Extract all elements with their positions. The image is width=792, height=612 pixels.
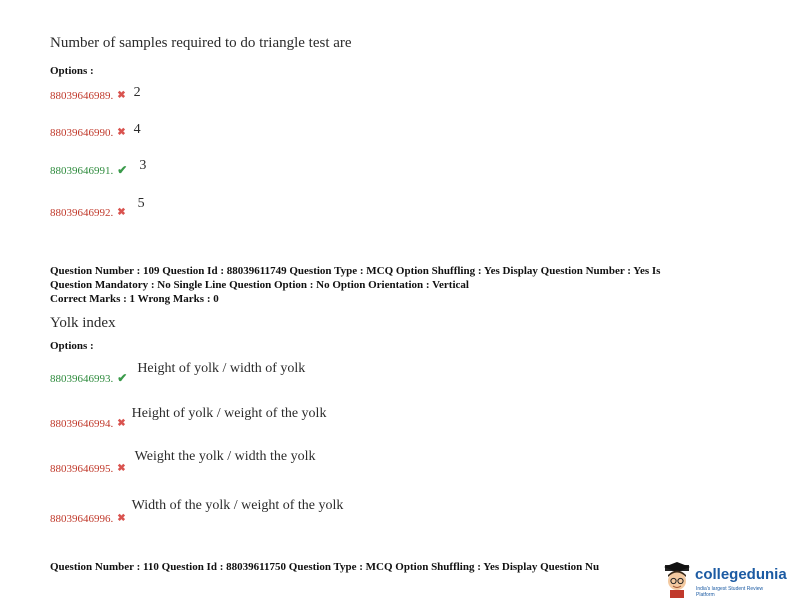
- option-row: [50, 359, 306, 385]
- mascot-icon: [662, 562, 692, 598]
- option-answer: Height of yolk / weight of the yolk: [131, 406, 327, 421]
- question-meta-line: Question Number : 109 Question Id : 88039611749 Question Type : MCQ Option Shuffling : Yes Display Question Number : Yes Is: [50, 265, 661, 277]
- option-id: 88039646993.: [50, 373, 114, 385]
- cross-icon: ✖: [117, 206, 126, 218]
- option-answer: 5: [137, 196, 145, 211]
- option-id: 88039646992.: [50, 207, 114, 219]
- question-meta-line: Question Number : 110 Question Id : 88039611750 Question Type : MCQ Option Shuffling : Yes Display Question Nu: [50, 561, 600, 573]
- option-row: [50, 123, 141, 141]
- option-id: 88039646994.: [50, 418, 114, 430]
- option-answer: Weight the yolk / width the yolk: [134, 449, 316, 464]
- option-row: [50, 447, 316, 475]
- option-id: 88039646995.: [50, 463, 114, 475]
- check-icon: ✔: [117, 370, 128, 385]
- option-row: [50, 404, 327, 430]
- option-id: 88039646996.: [50, 513, 114, 525]
- option-id: 88039646991.: [50, 165, 114, 177]
- check-icon: ✔: [117, 162, 128, 177]
- cross-icon: ✖: [117, 126, 126, 138]
- option-answer: 3: [139, 158, 147, 173]
- option-answer: 4: [133, 122, 141, 137]
- option-answer: 2: [133, 85, 141, 100]
- cross-icon: ✖: [117, 462, 126, 474]
- option-id: 88039646990.: [50, 127, 114, 139]
- question-text: Number of samples required to do triangle test are: [50, 35, 352, 51]
- option-row: [50, 496, 344, 525]
- options-label: Options :: [50, 340, 94, 352]
- cross-icon: ✖: [117, 512, 126, 524]
- option-answer: Width of the yolk / weight of the yolk: [131, 498, 344, 513]
- cross-icon: ✖: [117, 417, 126, 429]
- question-text: Yolk index: [50, 315, 116, 331]
- option-id: 88039646989.: [50, 90, 114, 102]
- options-label: Options :: [50, 65, 94, 77]
- option-row: [50, 196, 145, 221]
- cross-icon: ✖: [117, 89, 126, 101]
- option-row: [50, 86, 141, 104]
- option-answer: Height of yolk / width of yolk: [137, 361, 306, 376]
- brand-tagline: India's largest Student Review Platform: [696, 586, 764, 598]
- question-marks: Correct Marks : 1 Wrong Marks : 0: [50, 293, 219, 305]
- brand-name: collegedunia: [695, 566, 787, 583]
- option-row: [50, 158, 147, 179]
- collegedunia-logo: [662, 562, 787, 602]
- question-meta-line: Question Mandatory : No Single Line Question Option : No Option Orientation : Vertical: [50, 279, 469, 291]
